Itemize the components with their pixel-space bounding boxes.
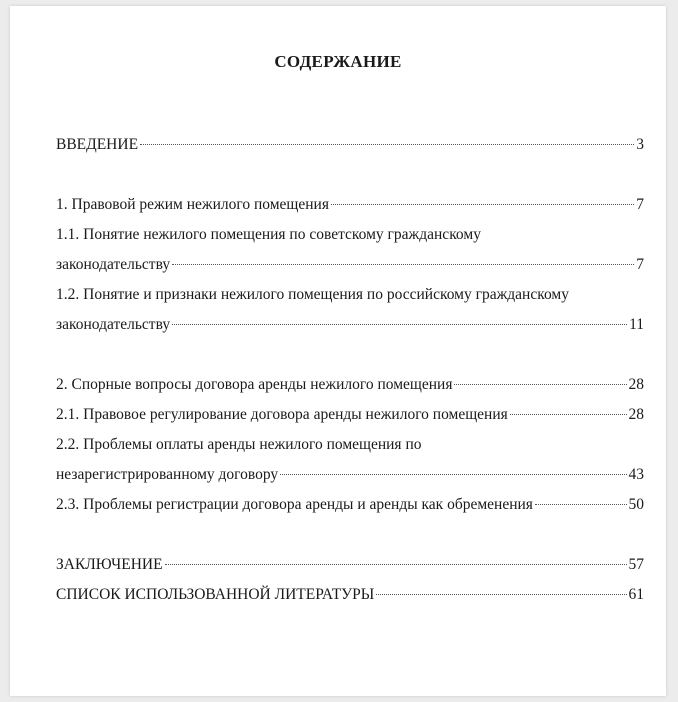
toc-entry-chapter-1[interactable]	[56, 190, 644, 220]
toc-entry-1-1-line2[interactable]	[56, 250, 644, 280]
toc-entry-text: законодательству	[56, 256, 171, 273]
toc-entry-1-1-line1[interactable]	[56, 220, 644, 250]
dot-leader	[535, 504, 627, 505]
toc-entry-text: законодательству	[56, 316, 171, 333]
toc-entry-text: незарегистрированному договору	[56, 466, 279, 483]
toc-entry-chapter-2[interactable]	[56, 370, 644, 400]
toc-entry-1-2-line2[interactable]	[56, 310, 644, 340]
toc-entry-text: ЗАКЛЮЧЕНИЕ	[56, 556, 163, 573]
toc-entry-2-2-line1[interactable]	[56, 430, 644, 460]
toc-entry-page: 3	[636, 136, 644, 153]
dot-leader	[172, 264, 634, 265]
dot-leader	[165, 564, 627, 565]
dot-leader	[454, 384, 626, 385]
toc-entry-text: 1.2. Понятие и признаки нежилого помещения по российскому гражданскому	[56, 286, 569, 303]
dot-leader	[510, 414, 627, 415]
toc-entry-page: 28	[628, 406, 644, 423]
toc-entry-page: 7	[636, 196, 644, 213]
toc-entry-2-1[interactable]	[56, 400, 644, 430]
toc-entry-text: 2.3. Проблемы регистрации договора аренды и аренды как обременения	[56, 496, 533, 513]
dot-leader	[331, 204, 634, 205]
dot-leader	[280, 474, 626, 475]
toc-entry-page: 61	[628, 586, 644, 603]
toc-entry-text: 2.1. Правовое регулирование договора аренды нежилого помещения	[56, 406, 508, 423]
toc-entry-page: 11	[629, 316, 644, 333]
dot-leader	[172, 324, 627, 325]
toc-entry-references[interactable]	[56, 580, 644, 610]
toc-entry-text: 2. Спорные вопросы договора аренды нежилого помещения	[56, 376, 453, 393]
toc-entry-2-3[interactable]	[56, 490, 644, 520]
toc-entry-page: 50	[628, 496, 644, 513]
toc-entry-page: 28	[628, 376, 644, 393]
toc-entry-text: 1.1. Понятие нежилого помещения по советскому гражданскому	[56, 226, 481, 243]
toc-entry-text: СПИСОК ИСПОЛЬЗОВАННОЙ ЛИТЕРАТУРЫ	[56, 586, 375, 603]
toc-entry-page: 43	[628, 466, 644, 483]
spacer	[56, 520, 644, 550]
spacer	[56, 340, 644, 370]
toc-entry-text: ВВЕДЕНИЕ	[56, 136, 139, 153]
toc-entry-conclusion[interactable]	[56, 550, 644, 580]
toc-entry-2-2-line2[interactable]	[56, 460, 644, 490]
document-title: СОДЕРЖАНИЕ	[274, 52, 402, 71]
toc-entry-introduction[interactable]	[56, 130, 644, 160]
table-of-contents	[56, 130, 644, 610]
toc-entry-text: 1. Правовой режим нежилого помещения	[56, 196, 329, 213]
toc-entry-1-2-line1[interactable]	[56, 280, 644, 310]
dot-leader	[140, 144, 634, 145]
toc-entry-page: 57	[628, 556, 644, 573]
toc-entry-page: 7	[636, 256, 644, 273]
document-page	[10, 6, 666, 696]
toc-entry-text: 2.2. Проблемы оплаты аренды нежилого помещения по	[56, 436, 422, 453]
spacer	[56, 160, 644, 190]
dot-leader	[376, 594, 626, 595]
